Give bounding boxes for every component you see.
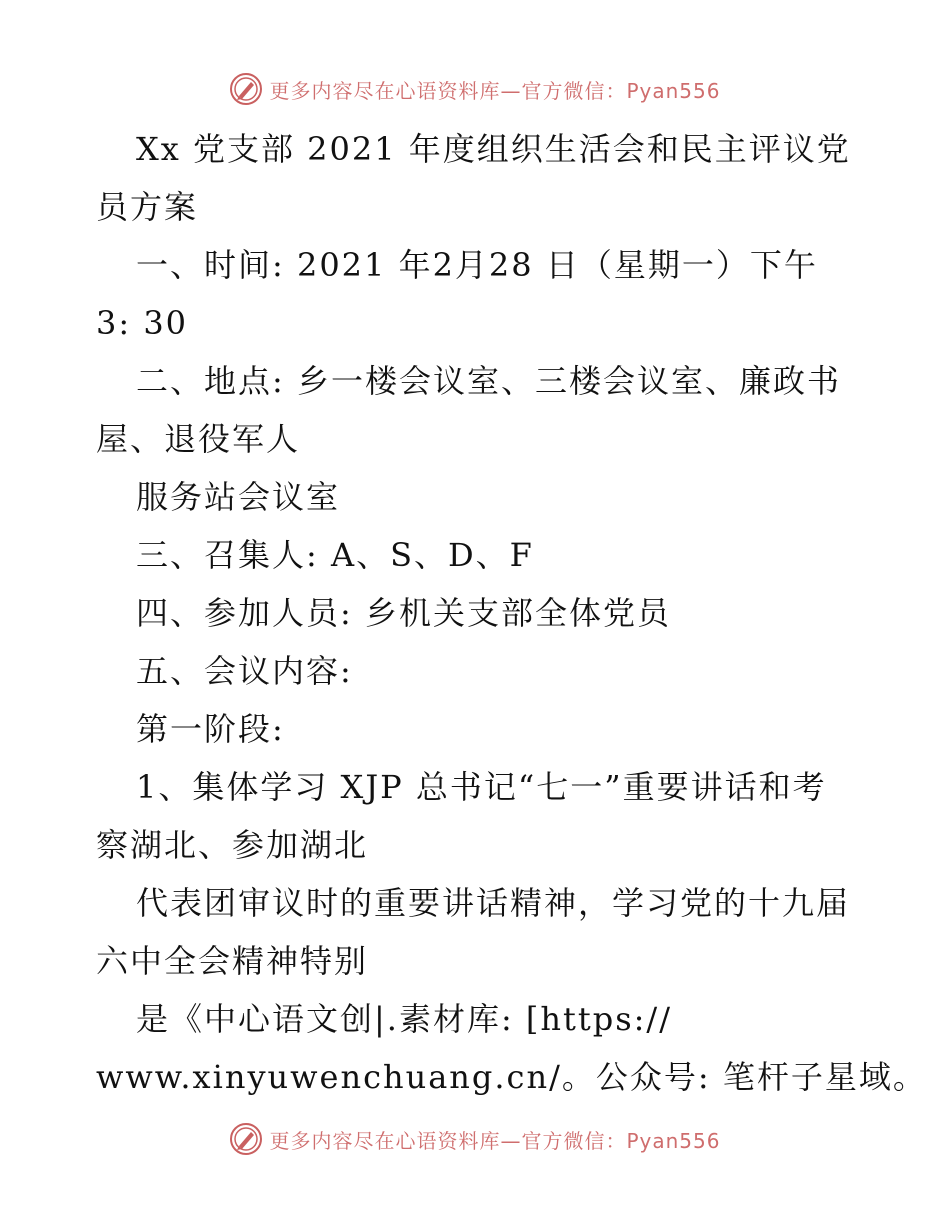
document-body: [96, 120, 927, 1106]
document-line: 服务站会议室: [136, 478, 341, 516]
document-line: 六中全会精神特别: [96, 942, 369, 980]
document-line: Xx 党支部 2021 年度组织生活会和民主评议党: [136, 130, 851, 168]
document-line: 四、参加人员: 乡机关支部全体党员: [136, 594, 671, 632]
watermark-footer: [0, 1122, 950, 1156]
document-line: 代表团审议时的重要讲话精神，学习党的十九届: [136, 884, 851, 922]
document-line: 第一阶段:: [136, 710, 285, 748]
pen-logo-icon: [229, 1122, 263, 1156]
document-line: 3: 30: [96, 304, 189, 342]
document-line: 员方案: [96, 188, 199, 226]
document-line: 一、时间: 2021 年2月28 日（星期一）下午: [136, 246, 818, 284]
document-line: 屋、退役军人: [96, 420, 301, 458]
document-line: 察湖北、参加湖北: [96, 826, 369, 864]
document-line: 1、集体学习 XJP 总书记“七一”重要讲话和考: [136, 768, 827, 806]
document-line: 二、地点: 乡一楼会议室、三楼会议室、廉政书: [136, 362, 841, 400]
watermark-header: [0, 72, 950, 106]
watermark-text: 更多内容尽在心语资料库—官方微信：Pyan556: [269, 1128, 721, 1153]
pen-logo-icon: [229, 72, 263, 106]
document-line: 是《中心语文创|.素材库: [https://: [136, 1000, 672, 1038]
document-line: 三、召集人: A、S、D、F: [136, 536, 534, 574]
document-line: 五、会议内容:: [136, 652, 353, 690]
document-line: www.xinyuwenchuang.cn/。公众号: 笔杆子星域。: [96, 1058, 927, 1096]
watermark-text: 更多内容尽在心语资料库—官方微信：Pyan556: [269, 78, 721, 103]
